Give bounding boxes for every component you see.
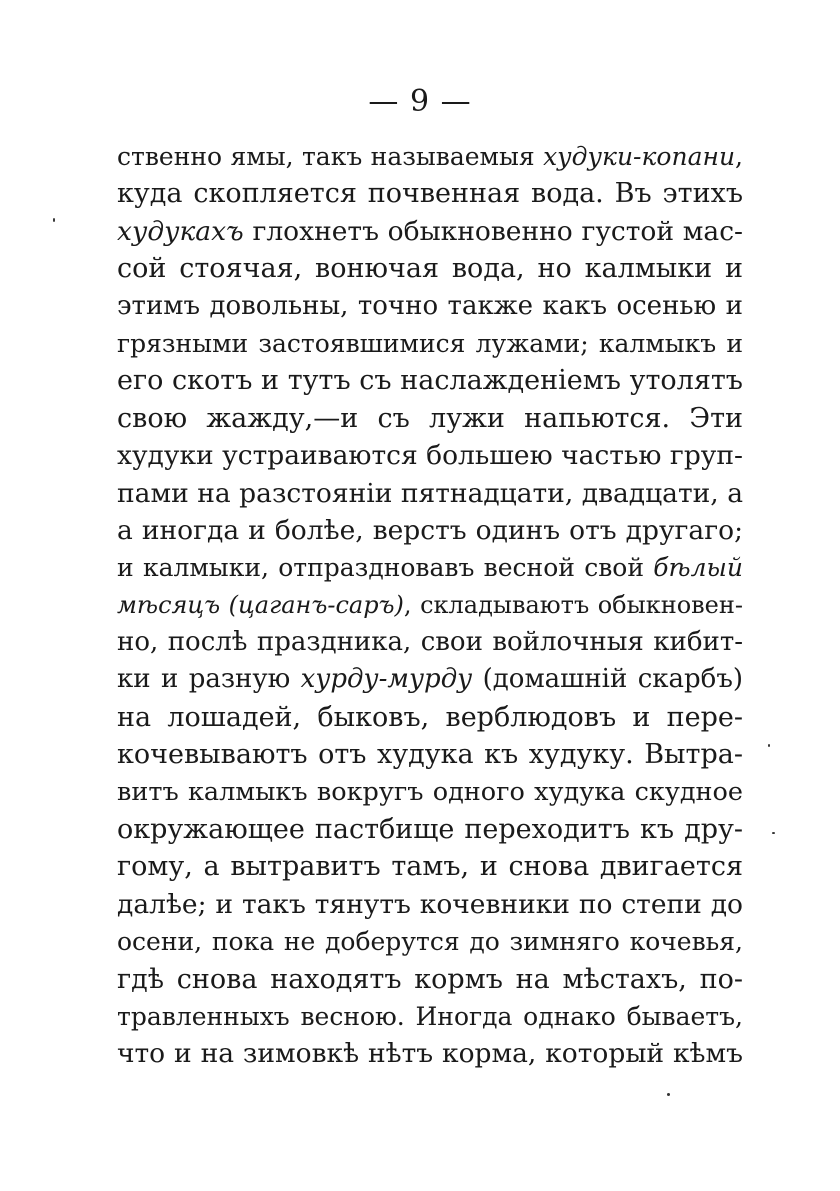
text-line: [117, 961, 743, 998]
text-line: [117, 699, 743, 736]
text-segment: кочевываютъ отъ худука къ худуку. Вытра-: [117, 739, 743, 771]
print-speck: [667, 1093, 670, 1096]
text-line: [117, 175, 743, 212]
text-line: [117, 288, 743, 325]
text-line: [117, 848, 743, 885]
text-line: [117, 400, 743, 437]
text-segment: окружающее пастбище переходитъ къ дру-: [117, 814, 743, 846]
page-number: — 9 —: [368, 84, 472, 119]
print-speck: [772, 832, 775, 834]
text-line: [117, 774, 743, 811]
italic-term: бѣлый: [653, 553, 743, 583]
italic-term: худукахъ: [117, 215, 244, 247]
text-line: [117, 1035, 743, 1072]
print-speck: [768, 744, 770, 747]
text-segment: грязными застоявшимися лужами; калмыкъ и: [117, 328, 743, 358]
text-segment: , складываютъ обыкновен-: [403, 590, 743, 619]
text-line: [117, 213, 743, 250]
italic-term: худуки-копани: [543, 142, 736, 171]
print-speck: [53, 218, 55, 222]
text-line: [117, 998, 743, 1035]
body-text: [117, 138, 743, 1073]
text-line: [117, 661, 743, 698]
text-segment: далѣе; и такъ тянутъ кочевники по степи до: [117, 888, 743, 920]
text-line: [117, 736, 743, 773]
text-segment: на лошадей, быковъ, верблюдовъ и пере-: [117, 701, 743, 733]
text-segment: пами на разстояніи пятнадцати, двадцати, а: [117, 477, 743, 509]
text-line: [117, 362, 743, 399]
text-line: [117, 250, 743, 287]
text-segment: гдѣ снова находятъ кормъ на мѣстахъ, по-: [117, 963, 743, 995]
italic-term: мѣсяцъ (цаганъ-саръ): [117, 590, 404, 619]
text-segment: худуки устраиваются большею частью груп-: [117, 440, 743, 472]
text-segment: (домашній скарбъ): [472, 664, 743, 695]
text-segment: сой стоячая, вонючая вода, но калмыки и: [117, 253, 743, 285]
text-segment: куда скопляется почвенная вода. Въ этихъ: [117, 178, 743, 210]
text-line: [117, 811, 743, 848]
text-segment: травленныхъ весною. Иногда однако бываетъ,: [117, 1001, 743, 1031]
text-line: [117, 138, 743, 175]
text-line: [117, 923, 743, 960]
text-line: [117, 549, 743, 586]
text-line: [117, 587, 743, 624]
text-segment: и калмыки, отпраздновавъ весной свой: [117, 553, 654, 583]
text-line: [117, 886, 743, 923]
text-segment: а иногда и болѣе, верстъ одинъ отъ другаго;: [117, 514, 743, 546]
text-segment: ки и разную: [117, 664, 301, 695]
text-segment: ,: [735, 142, 743, 171]
text-line: [117, 512, 743, 549]
text-segment: гому, а вытравитъ тамъ, и снова двигается: [117, 851, 743, 883]
text-segment: что и на зимовкѣ нѣтъ корма, который кѣмъ: [117, 1038, 743, 1070]
text-line: [117, 437, 743, 474]
text-segment: ственно ямы, такъ называемыя: [117, 142, 544, 171]
italic-term: хурду-мурду: [300, 664, 473, 695]
text-segment: витъ калмыкъ вокругъ одного худука скудное: [117, 776, 743, 807]
text-segment: этимъ довольны, точно также какъ осенью и: [117, 290, 743, 321]
text-segment: его скотъ и тутъ съ наслажденіемъ утолятъ: [117, 365, 743, 397]
text-line: [117, 325, 743, 362]
text-segment: свою жажду,—и съ лужи напьются. Эти: [117, 402, 743, 434]
text-segment: глохнетъ обыкновенно густой мас-: [243, 215, 743, 247]
text-line: [117, 624, 743, 661]
text-line: [117, 475, 743, 512]
text-segment: осени, пока не доберутся до зимняго кочевья,: [117, 927, 743, 957]
text-segment: но, послѣ праздника, свои войлочныя кибит-: [117, 627, 743, 658]
